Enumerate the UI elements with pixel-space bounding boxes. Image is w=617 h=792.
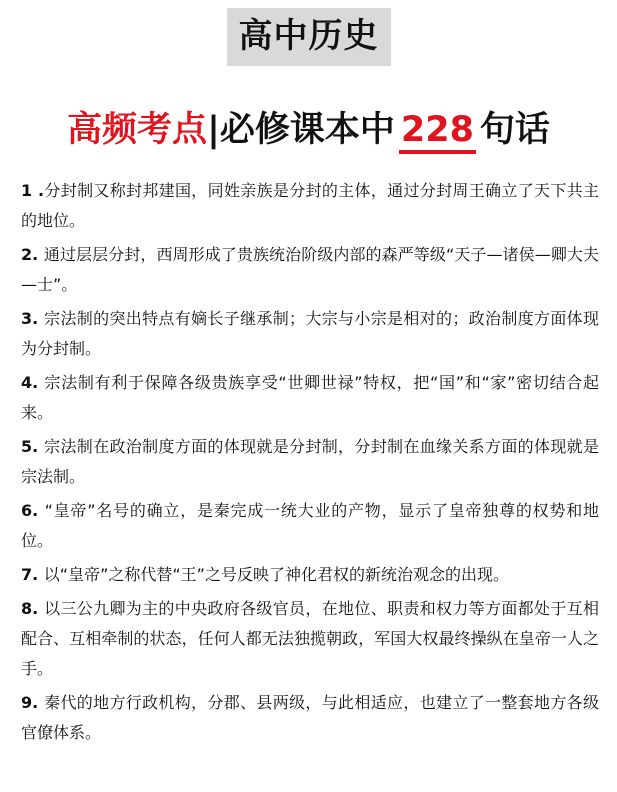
item-text: 分封制又称封邦建国，同姓亲族是分封的主体，通过分封周王确立了天下共主的地位。 bbox=[21, 181, 599, 230]
item-number: 3 bbox=[21, 309, 33, 328]
list-item bbox=[21, 432, 599, 492]
item-text: 秦代的地方行政机构，分郡、县两级，与此相适应，也建立了一整套地方各级官僚体系。 bbox=[21, 693, 599, 742]
list-item bbox=[21, 176, 599, 236]
subtitle-highlight: 高频考点 bbox=[67, 110, 208, 150]
item-separator: . bbox=[32, 309, 45, 328]
item-text: 宗法制有利于保障各级贵族享受“世卿世禄”特权，把“国”和“家”密切结合起来。 bbox=[21, 373, 599, 422]
item-separator: . bbox=[32, 565, 44, 584]
subtitle bbox=[0, 106, 617, 154]
list-item bbox=[21, 368, 599, 428]
point-list bbox=[21, 176, 599, 752]
item-separator: . bbox=[32, 245, 44, 264]
list-item bbox=[21, 688, 599, 748]
item-number: 4 bbox=[21, 373, 33, 392]
subtitle-number: 228 bbox=[399, 110, 476, 154]
item-text: 以三公九卿为主的中央政府各级官员，在地位、职责和权力等方面都处于互相配合、互相牵制的状态，任何人都无法独揽朝政，军国大权最终操纵在皇帝一人之手。 bbox=[21, 599, 599, 678]
item-text: “皇帝”名号的确立，是秦完成一统大业的产物，显示了皇帝独尊的权势和地位。 bbox=[21, 501, 599, 550]
item-separator: . bbox=[32, 437, 45, 456]
item-separator: . bbox=[32, 373, 45, 392]
page-title: 高中历史 bbox=[227, 8, 391, 66]
item-separator: . bbox=[32, 181, 45, 200]
list-item bbox=[21, 496, 599, 556]
item-number: 8 bbox=[21, 599, 33, 618]
item-number: 5 bbox=[21, 437, 33, 456]
list-item bbox=[21, 560, 599, 590]
item-text: 通过层层分封，西周形成了贵族统治阶级内部的森严等级“天子—诸侯—卿大夫—士”。 bbox=[21, 245, 599, 294]
subtitle-tail: 句话 bbox=[479, 110, 550, 150]
item-separator: . bbox=[32, 599, 45, 618]
list-item bbox=[21, 304, 599, 364]
item-separator: . bbox=[32, 501, 45, 520]
list-item bbox=[21, 240, 599, 300]
list-item bbox=[21, 594, 599, 684]
item-number: 6 bbox=[21, 501, 33, 520]
item-text: 宗法制的突出特点有嫡长子继承制；大宗与小宗是相对的；政治制度方面体现为分封制。 bbox=[21, 309, 599, 358]
item-separator: . bbox=[32, 693, 45, 712]
item-text: 宗法制在政治制度方面的体现就是分封制，分封制在血缘关系方面的体现就是宗法制。 bbox=[21, 437, 599, 486]
item-number: 7 bbox=[21, 565, 33, 584]
item-number: 1 bbox=[21, 181, 33, 200]
subtitle-middle: |必修课本中 bbox=[207, 110, 395, 150]
item-number: 2 bbox=[21, 245, 33, 264]
title-container bbox=[0, 8, 617, 66]
item-number: 9 bbox=[21, 693, 33, 712]
item-text: 以“皇帝”之称代替“王”之号反映了神化君权的新统治观念的出现。 bbox=[43, 565, 509, 584]
